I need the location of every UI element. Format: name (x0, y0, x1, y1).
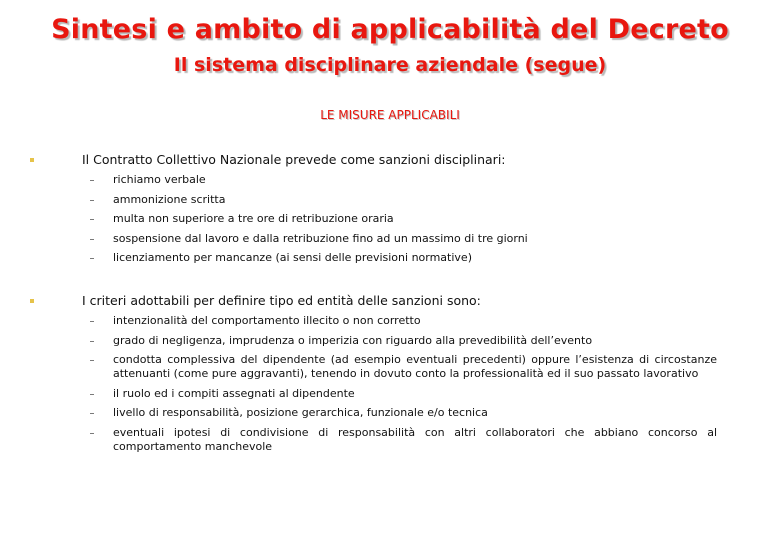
bullet-icon (30, 299, 34, 303)
dash-icon (90, 219, 94, 220)
page-title: Sintesi e ambito di applicabilità del Decreto (51, 14, 729, 45)
dash-icon (90, 258, 94, 259)
section-heading: LE MISURE APPLICABILI (320, 108, 460, 122)
bullet-text: Il Contratto Collettivo Nazionale prevede come sanzioni disciplinari: (82, 152, 506, 167)
list-item: grado di negligenza, imprudenza o imperizia con riguardo alla prevedibilità dell’evento (30, 334, 730, 348)
list-item: condotta complessiva del dipendente (ad esempio eventuali precedenti) oppure l’esistenza di circostanze attenuanti (come pure aggravanti), tenendo in dovuto conto la professionalità ed il suo passato lavorativo (30, 353, 730, 381)
page-subtitle: Il sistema disciplinare aziendale (segue) (173, 54, 607, 76)
dash-icon (90, 433, 94, 434)
list-item: intenzionalità del comportamento illecito o non corretto (30, 314, 730, 328)
sanzioni-list (30, 173, 730, 265)
dash-icon (90, 341, 94, 342)
bullet-criteri (30, 293, 730, 459)
dash-icon (90, 360, 94, 361)
dash-icon (90, 321, 94, 322)
list-item: livello di responsabilità, posizione gerarchica, funzionale e/o tecnica (30, 406, 730, 420)
list-item: eventuali ipotesi di condivisione di responsabilità con altri collaboratori che abbiano concorso al comportamento manchevole (30, 426, 730, 454)
list-item: ammonizione scritta (30, 193, 730, 207)
dash-icon (90, 413, 94, 414)
dash-icon (90, 394, 94, 395)
list-item: licenziamento per mancanze (ai sensi delle previsioni normative) (30, 251, 730, 265)
bullet-sanzioni (30, 152, 730, 271)
list-item: richiamo verbale (30, 173, 730, 187)
list-item: il ruolo ed i compiti assegnati al dipendente (30, 387, 730, 401)
criteri-list (30, 314, 730, 454)
dash-icon (90, 180, 94, 181)
list-item: sospensione dal lavoro e dalla retribuzione fino ad un massimo di tre giorni (30, 232, 730, 246)
bullet-icon (30, 158, 34, 162)
dash-icon (90, 200, 94, 201)
bullet-text: I criteri adottabili per definire tipo ed entità delle sanzioni sono: (82, 293, 481, 308)
dash-icon (90, 239, 94, 240)
list-item: multa non superiore a tre ore di retribuzione oraria (30, 212, 730, 226)
